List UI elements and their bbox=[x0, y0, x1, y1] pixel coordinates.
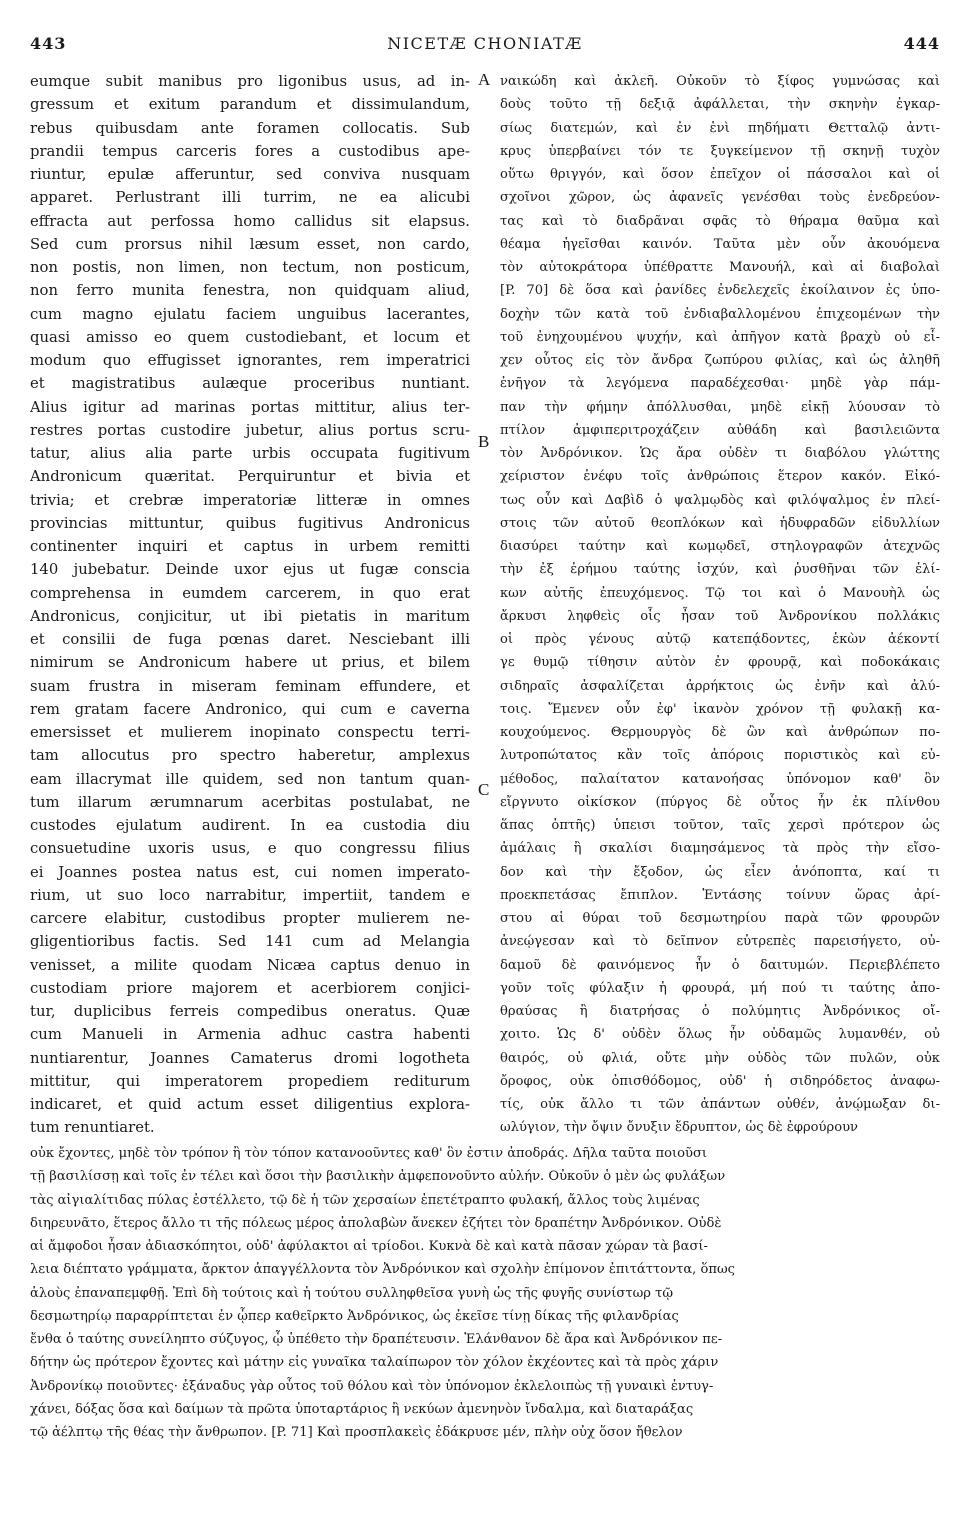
greek-text-line: χείριστον ἐνέφυ τοῖς ἀνθρώποις ἕτερον κακόν. Εἰκό- bbox=[500, 469, 940, 485]
latin-text-line: gligentioribus factis. Sed 141 cum ad Melangia bbox=[30, 933, 470, 951]
greek-text-line: δαμοῦ δὲ φαινόμενος ἦν ὁ δαιτυμών. Περιεβλέπετο bbox=[500, 957, 940, 973]
greek-text-line: τοις. Ἔμενεν οὖν ἐφ' ἱκανὸν χρόνον τῇ φυλακῇ κα- bbox=[500, 701, 940, 717]
page-number-left: 443 bbox=[30, 34, 67, 53]
greek-text-line: προεκπετάσας ἔπιπλον. Ἐντάσης τοίνυν ὥρας ἀρί- bbox=[500, 887, 940, 903]
latin-text-line: eam illacrymat ille quidem, sed non tantum quan- bbox=[30, 770, 470, 788]
greek-bottom-line: δεσμωτηρίῳ παραρρίπτεται ἐν ᾧπερ καθεῖρκτο Ἀνδρόνικος, ὡς ἐκεῖσε τίνῃ δίκας τῆς φιλανδρίας bbox=[30, 1308, 679, 1324]
latin-text-line: 140 jubebatur. Deinde uxor ejus ut fugæ conscia bbox=[30, 561, 470, 579]
latin-text-line: cum magno ejulatu faciem unguibus lacerantes, bbox=[30, 305, 470, 323]
greek-text-line: ἄρκυσι ληφθεὶς οἷς ἦσαν τοῦ Ἀνδρονίκου πολλάκις bbox=[500, 608, 940, 624]
greek-text-line: λυτροπώτατος κἂν τοῖς ἀπόροις ποριστικὸς καὶ εὐ- bbox=[500, 748, 940, 764]
latin-text-line: consuetudine uxoris usus, e quo congressu filius bbox=[30, 840, 470, 858]
latin-column bbox=[30, 70, 470, 1140]
latin-text-line: provincias mittuntur, quibus fugitivus Andronicus bbox=[30, 514, 470, 532]
latin-text-line: Alius igitur ad marinas portas mittitur, alius ter- bbox=[30, 398, 470, 416]
greek-text-line: ωλύγιον, τὴν ὄψιν ὄνυξιν ἔδρυπτον, ὡς δὲ ἐφρούρουν bbox=[500, 1120, 859, 1136]
latin-text-line: restres portas custodire jubetur, alius portus scru- bbox=[30, 421, 470, 439]
greek-text-line: [P. 70] δὲ ὅσα καὶ ῥανίδες ἐνδελεχεῖς ἐκοίλαινον ἐς ὑπο- bbox=[500, 283, 940, 299]
greek-bottom-line: τῇ βασιλίσσῃ καὶ τοῖς ἐν τέλει καὶ ὅσοι τὴν βασιλικὴν ἀμφεπονοῦντο αὐλήν. Οὐκοῦν ὁ μὲν ὡς φυλάξων bbox=[30, 1169, 726, 1185]
latin-text-line: effracta aut perfossa homo callidus sit elapsus. bbox=[30, 212, 470, 230]
latin-text-line: modum quo effugisset ignorantes, rem imperatrici bbox=[30, 352, 470, 369]
greek-text-line: ἐνῆγον τὰ λεγόμενα παραδέχεσθαι· μηδὲ γὰρ πάμ- bbox=[500, 376, 940, 392]
greek-text-line: ἀμάλαις ἢ σκαλίσι διαμησάμενος τὰ πρὸς τὴν εἴσο- bbox=[500, 841, 940, 857]
greek-column bbox=[500, 70, 940, 1140]
latin-text-line: custodes ejulatum audirent. In ea custodia diu bbox=[30, 817, 470, 834]
latin-text-line: rem gratam facere Andronico, qui cum e caverna bbox=[30, 700, 470, 718]
latin-text-line: rebus quibusdam ante foramen collocatis. Sub bbox=[30, 119, 470, 137]
greek-bottom-line: αἱ ἄμφοδοι ἦσαν ἀδιασκόπητοι, οὐδ' ἀφύλακτοι αἱ τρίοδοι. Κυκνὰ δὲ καὶ κατὰ πᾶσαν χώραν τὰ βασί- bbox=[30, 1239, 708, 1254]
greek-text-line: σιδηραῖς ἀσφαλίζεται ἀρρήκτοις ὡς ἐνῆν καὶ ἀλύ- bbox=[500, 678, 940, 694]
greek-text-line: χεν οὗτος εἰς τὸν ἄνδρα ζωπύρου φιλίας, καὶ ὡς ἀληθῆ bbox=[500, 353, 940, 368]
latin-text-line: comprehensa in eumdem carcerem, in quo erat bbox=[30, 584, 470, 602]
greek-text-line: οἱ πρὸς γένους αὐτῷ κατεπᾴδοντες, ἑκὼν ἀέκοντί bbox=[500, 632, 940, 647]
latin-text-line: venisset, a milite quodam Nicæa captus denuo in bbox=[30, 956, 470, 974]
running-title: NICETÆ CHONIATÆ bbox=[387, 34, 583, 53]
latin-text-line: custodiam priore majorem et acerbiorem conjici- bbox=[30, 979, 470, 997]
latin-text-line: prandii tempus carceris fores a custodibus ape- bbox=[30, 142, 470, 160]
greek-text-line: ἅπας ὀπτῆς) ὑπεισι τοῦτον, ταῖς χερσὶ πρότερον ὡς bbox=[500, 818, 940, 833]
greek-bottom-line: τῷ ἀέλπτῳ τῆς θέας τὴν ἄνθρωπον. [P. 71] Καὶ προσπλακεὶς ἐδάκρυσε μέν, πλὴν οὐχ ὅσον ἤθελον bbox=[30, 1425, 683, 1440]
greek-text-line: γε θυμῷ τίθησιν αὐτὸν ἐν φρουρᾷ, καὶ ποδοκάκαις bbox=[500, 655, 940, 671]
greek-bottom-line: τὰς αἰγιαλίτιδας πύλας ἐστέλλετο, τῷ δὲ ἡ τῶν χερσαίων ἐπετέτραπτο φυλακή, ἄλλος τοὺς λιμένας bbox=[30, 1192, 700, 1208]
latin-text-line: et consilii de fuga pœnas daret. Nesciebant illi bbox=[30, 631, 470, 648]
latin-text-line: rium, ut suo loco narrabitur, impertiit, tandem e bbox=[30, 886, 470, 904]
greek-bottom-line: ἀλοὺς ἐπαναπεμφθῇ. Ἐπὶ δὴ τούτοις καὶ ἡ τούτου συλληφθεῖσα γυνὴ ὡς τῆς φυγῆς συνίστωρ τῷ bbox=[30, 1285, 674, 1301]
latin-text-line: ei Joannes postea natus est, cui nomen imperato- bbox=[30, 863, 470, 881]
greek-bottom-line: χάνει, δόξας ὅσα καὶ δαίμων τὰ πρῶτα ὑποταρτάριος ἢ νεκύων ἀμενηνὸν ἴνδαλμα, καὶ διαταράξας bbox=[30, 1401, 694, 1417]
latin-text-line: emersisset et mulierem inopinato conspectu terri- bbox=[30, 724, 470, 741]
greek-text-line: κουχούμενος. Θερμουργὸς δὲ ὢν καὶ ἀνθρώπων πο- bbox=[500, 725, 940, 740]
latin-text-line: Andronicum quæritat. Perquiruntur et bivia et bbox=[30, 468, 470, 486]
latin-text-line: indicaret, et quid actum esset diligentius explora- bbox=[30, 1096, 470, 1113]
greek-text-line: ἀνεῴγεσαν καὶ τὸ δεῖπνον εὐτρεπὲς παρεισήγετο, οὐ- bbox=[500, 934, 940, 950]
page-number-right: 444 bbox=[903, 34, 940, 53]
greek-text-line: κων αὐτῆς ἐπευχόμενος. Τῷ τοι καὶ ὁ Μανουὴλ ὡς bbox=[500, 585, 940, 601]
greek-text-line: θραύσας ἢ διατρήσας ὁ πολύμητις Ἀνδρόνικος οἴ- bbox=[500, 1004, 940, 1019]
latin-text-line: et magistratibus aulæque proceribus nuntiant. bbox=[30, 375, 470, 393]
greek-text-line: θαιρός, οὐ φλιά, οὔτε μὴν οὐδὸς τῶν πυλῶν, οὐκ bbox=[500, 1050, 940, 1066]
greek-bottom-text bbox=[30, 1142, 940, 1444]
greek-text-line: τὸν Ἀνδρόνικον. Ὡς ἄρα οὐδὲν τι διαβόλου γλώττης bbox=[500, 446, 940, 461]
latin-text-line: gressum et exitum parandum et dissimulandum, bbox=[30, 96, 470, 114]
latin-text-line: tum renuntiaret. bbox=[30, 1119, 155, 1137]
greek-text-line: εἴργνυτο οἰκίσκον (πύργος δὲ οὗτος ἦν ἐκ πλίνθου bbox=[500, 794, 940, 810]
latin-text-line: tum illarum ærumnarum acerbitas postulabat, ne bbox=[30, 793, 470, 811]
latin-text-line: cum Manueli in Armenia adhuc castra habenti bbox=[30, 1026, 470, 1044]
greek-text-line: τως οὖν καὶ Δαβὶδ ὁ ψαλμῳδὸς καὶ φιλόψαλμος ἐν πλεί- bbox=[500, 492, 940, 508]
greek-text-line: δοὺς τοῦτο τῇ δεξιᾷ ἀφάλλεται, τὴν σκηνὴν ἐγκαρ- bbox=[500, 97, 940, 113]
greek-bottom-line: λεια διέπτατο γράμματα, ἄρκτον ἀπαγγέλλοντα τὸν Ἀνδρόνικον καὶ σχολὴν ἐπίμονον ἐπιτάττοντα, ὅπως bbox=[30, 1262, 735, 1278]
latin-text-line: suam frustra in miseram feminam effundere, et bbox=[30, 677, 470, 695]
latin-text-line: tatur, alius alia parte urbis occupata fugitivum bbox=[30, 445, 470, 462]
latin-text-line: eumque subit manibus pro ligonibus usus, ad in- bbox=[30, 73, 470, 90]
greek-text-line: χοιτο. Ὡς δ' οὐδὲν ὅλως ἦν οὐδαμῶς λυμανθέν, οὐ bbox=[500, 1027, 940, 1043]
margin-marker-b: B bbox=[478, 432, 490, 451]
greek-text-line: γοῦν τοῖς φύλαξιν ἡ φρουρά, μή πού τι ταύτης ἀπο- bbox=[500, 980, 940, 996]
greek-text-line: τὸν αὐτοκράτορα ὑπέθραττε Μανουήλ, καὶ αἱ διαβολαὶ bbox=[500, 260, 940, 275]
latin-text-line: continenter inquiri et captus in urbem remitti bbox=[30, 538, 470, 555]
latin-text-line: Andronicus, conjicitur, ut ibi pietatis in maritum bbox=[30, 607, 470, 625]
greek-text-line: παν τὴν φήμην ἀπόλλυσθαι, μηδὲ εἰκῇ λύουσαν τὸ bbox=[500, 399, 940, 415]
latin-text-line: riuntur, epulæ afferuntur, sed conviva nusquam bbox=[30, 166, 470, 183]
margin-marker-a: A bbox=[478, 70, 491, 89]
greek-text-line: σίως διατεμών, καὶ ἐν ἑνὶ πηδήματι Θετταλῷ ἀντι- bbox=[500, 120, 940, 136]
latin-text-line: apparet. Perlustrant illi turrim, ne ea alicubi bbox=[30, 189, 470, 207]
greek-text-line: δοχὴν τῶν κατὰ τοῦ ἐνδιαβαλλομένου ἐπιχεομένων τὴν bbox=[500, 306, 940, 322]
latin-text-line: nimirum se Andronicum habere ut prius, et bilem bbox=[30, 654, 470, 672]
page-header bbox=[30, 34, 940, 58]
greek-bottom-line: δήτην ὡς πρότερον ἔχοντες καὶ μάτην εἰς γυναῖκα ταλαίπωρον τὸν χόλον ἐκχέοντες καὶ τὰ πρὸς χάριν bbox=[30, 1355, 719, 1371]
greek-text-line: στοις τῶν αὐτοῦ θεοπλόκων καὶ ἡδυφραδῶν εἰδυλλίων bbox=[500, 515, 940, 531]
greek-text-line: τὴν ἐξ ἐρήμου ταύτης ἰσχύν, καὶ ῥυσθῆναι τῶν ἑλί- bbox=[500, 562, 940, 578]
greek-text-line: ὄροφος, οὐκ ὀπισθόδομος, οὐδ' ἡ σιδηρόδετος ἀναφω- bbox=[500, 1073, 940, 1089]
greek-text-line: δον καὶ τὴν ἔξοδον, ὡς εἶεν ἀνόποπτα, καί τι bbox=[500, 864, 940, 880]
latin-text-line: mittitur, qui imperatorem propediem rediturum bbox=[30, 1072, 470, 1090]
greek-text-line: διασύρει ταύτην καὶ κωμῳδεῖ, στηλογραφῶν ἀτεχνῶς bbox=[500, 539, 940, 554]
latin-text-line: non ferro munita fenestra, non quidquam aliud, bbox=[30, 282, 470, 300]
latin-text-line: non postis, non limen, non tectum, non posticum, bbox=[30, 259, 470, 276]
greek-text-line: μέθοδος, παλαίτατον κατανοήσας ὑπόνομον καθ' ὃν bbox=[500, 771, 940, 787]
latin-text-line: nuntiarentur, Joannes Camaterus dromi logotheta bbox=[30, 1049, 470, 1067]
latin-text-line: quasi amisso eo quem custodiebant, et locum et bbox=[30, 328, 470, 346]
latin-text-line: carcere elabitur, custodibus propter mulierem ne- bbox=[30, 910, 470, 927]
greek-bottom-line: ἔνθα ὁ ταύτης συνείληπτο σύζυγος, ᾧ ὑπέθετο τὴν δραπέτευσιν. Ἐλάνθανον δὲ ἄρα καὶ Ἀνδρόνικον πε- bbox=[30, 1332, 723, 1347]
greek-text-line: οὕτω θριγγόν, καὶ ὅσον ἐπεῖχον οἱ πάσσαλοι καὶ οἱ bbox=[500, 167, 940, 182]
latin-text-line: trivia; et crebræ imperatoriæ litteræ in omnes bbox=[30, 491, 470, 509]
greek-bottom-line: διηρευνᾶτο, ἕτερος ἄλλο τι τῆς πόλεως μέρος ἀπολαβὼν ἄνεκεν ἐζήτει τὸν δραπέτην Ἀνδρόνικον. Οὐδὲ bbox=[30, 1215, 722, 1231]
greek-text-line: πτίλον ἀμφιπεριτροχάζειν αὐθάδη καὶ βασιλειῶντα bbox=[500, 422, 940, 438]
latin-text-line: tam allocutus pro spectro haberetur, amplexus bbox=[30, 747, 470, 765]
greek-text-line: τίς, οὐκ ἄλλο τι τῶν ἁπάντων οὐθέν, ἀνῴμωξαν δι- bbox=[500, 1097, 940, 1112]
greek-text-line: τοῦ ἐνηχουμένου ψυχήν, καὶ ἀπῆγον κατὰ βραχὺ οὐ εἶ- bbox=[500, 329, 940, 345]
greek-text-line: τας καὶ τὸ διαδρᾶναι σφᾶς τὸ θήραμα θαῦμα καὶ bbox=[500, 213, 940, 229]
greek-text-line: θέαμα ἡγεῖσθαι καινόν. Ταῦτα μὲν οὖν ἀκουόμενα bbox=[500, 236, 940, 252]
margin-marker-c: C bbox=[478, 780, 490, 799]
latin-text-line: Sed cum prorsus nihil læsum esset, non cardo, bbox=[30, 235, 470, 253]
greek-text-line: κρυς ὑπερβαίνει τόν τε ξυγκείμενον τῇ σκηνῇ τυχὸν bbox=[500, 143, 940, 159]
greek-bottom-line: οὐκ ἔχοντες, μηδὲ τὸν τρόπον ἢ τὸν τόπον κατανοοῦντες καθ' ὃν ἐστιν ἀποδράς. Δῆλα ταῦτα ποιοῦσι bbox=[30, 1146, 708, 1161]
latin-text-line: tur, duplicibus ferreis compedibus oneratus. Quæ bbox=[30, 1003, 470, 1020]
greek-text-line: ναικώδη καὶ ἀκλεῆ. Οὐκοῦν τὸ ξίφος γυμνώσας καὶ bbox=[500, 74, 940, 89]
greek-text-line: στου αἱ θύραι τοῦ δεσμωτηρίου παρὰ τῶν φρουρῶν bbox=[500, 911, 940, 926]
greek-text-line: σχοῖνοι χῶρον, ὡς ἀφανεῖς γενέσθαι τοὺς ἐνεδρεύον- bbox=[500, 190, 940, 206]
greek-bottom-line: Ἀνδρονίκῳ ποιοῦντες· ἐξάναδυς γὰρ οὗτος τοῦ θόλου καὶ τὸν ὑπόνομον ἐκλελοιπὼς τῇ γυναικὶ ἐντυγ- bbox=[30, 1378, 714, 1394]
